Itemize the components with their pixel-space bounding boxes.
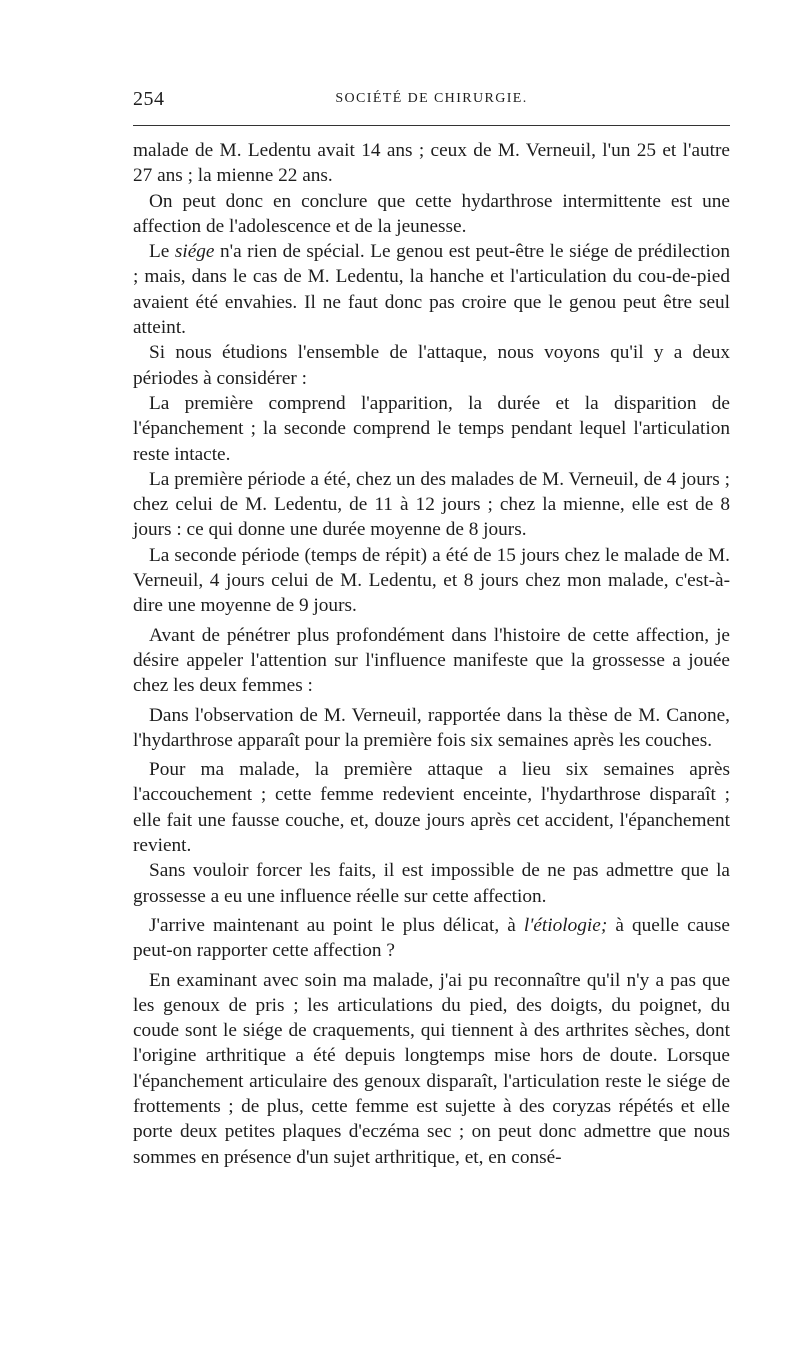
paragraph: malade de M. Ledentu avait 14 ans ; ceux de M. Verneuil, l'un 25 et l'autre 27 ans ; la mienne 22 ans. xyxy=(133,140,730,187)
paragraph: Avant de pénétrer plus profondément dans l'histoire de cette affection, je désire appeler l'attention sur l'influence manifeste que la grossesse a jouée chez les deux femmes : xyxy=(133,624,730,697)
paragraph: Sans vouloir forcer les faits, il est impossible de ne pas admettre que la grossesse a eu une influence réelle sur cette affection. xyxy=(133,860,730,907)
paragraph: Si nous étudions l'ensemble de l'attaque, nous voyons qu'il y a deux périodes à considérer : xyxy=(133,342,730,389)
paragraph: J'arrive maintenant au point le plus délicat, à l'étiologie; à quelle cause peut-on rapporter cette affection ? xyxy=(133,914,730,962)
header-rule xyxy=(133,125,730,126)
running-head xyxy=(133,88,730,114)
paragraph: La première période a été, chez un des malades de M. Verneuil, de 4 jours ; chez celui de M. Ledentu, de 11 à 12 jours ; chez la mienne, elle est de 8 jours : ce qui donne une durée moyenne de 8 jours. xyxy=(133,468,730,541)
page-number: 254 xyxy=(133,88,165,110)
paragraph: Dans l'observation de M. Verneuil, rapportée dans la thèse de M. Canone, l'hydarthrose apparaît pour la première fois six semaines après les couches. xyxy=(133,704,730,751)
paragraph: Le siége n'a rien de spécial. Le genou est peut-être le siége de prédilection ; mais, dans le cas de M. Ledentu, la hanche et l'articulation du cou-de-pied avaient été envahies. Il ne faut donc pas croire que le genou peut être seul atteint. xyxy=(133,241,731,339)
paragraph: La première comprend l'apparition, la durée et la disparition de l'épanchement ; la seconde comprend le temps pendant lequel l'articulation reste intacte. xyxy=(133,392,730,465)
paragraph: En examinant avec soin ma malade, j'ai pu reconnaître qu'il n'y a pas que les genoux de pris ; les articulations du pied, des doigts, du poignet, du coude sont le siége de craquements, qui tiennent à des arthrites sèches, dont l'origine arthritique a été depuis longtemps mise hors de doute. Lorsque l'épanchement articulaire des genoux disparaît, l'articulation reste le siége de frottements ; de plus, cette femme est sujette à des coryzas répétés et elle porte deux petites plaques d'eczéma sec ; on peut donc admettre que nous sommes en présence d'un sujet arthritique, et, en consé- xyxy=(133,969,730,1168)
body-text xyxy=(133,138,730,1170)
paragraph: On peut donc en conclure que cette hydarthrose intermittente est une affection de l'adolescence et de la jeunesse. xyxy=(133,190,730,237)
paragraph: La seconde période (temps de répit) a été de 15 jours chez le malade de M. Verneuil, 4 jours celui de M. Ledentu, et 8 jours chez mon malade, c'est-à-dire une moyenne de 9 jours. xyxy=(133,544,730,617)
paragraph: Pour ma malade, la première attaque a lieu six semaines après l'accouchement ; cette femme redevient enceinte, l'hydarthrose disparaît ; elle fait une fausse couche, et, douze jours après cet accident, l'épanchement revient. xyxy=(133,759,730,857)
emphasis: l'étiologie; xyxy=(523,914,608,936)
running-title: SOCIÉTÉ DE CHIRURGIE. xyxy=(335,91,528,106)
emphasis: siége xyxy=(174,241,215,263)
